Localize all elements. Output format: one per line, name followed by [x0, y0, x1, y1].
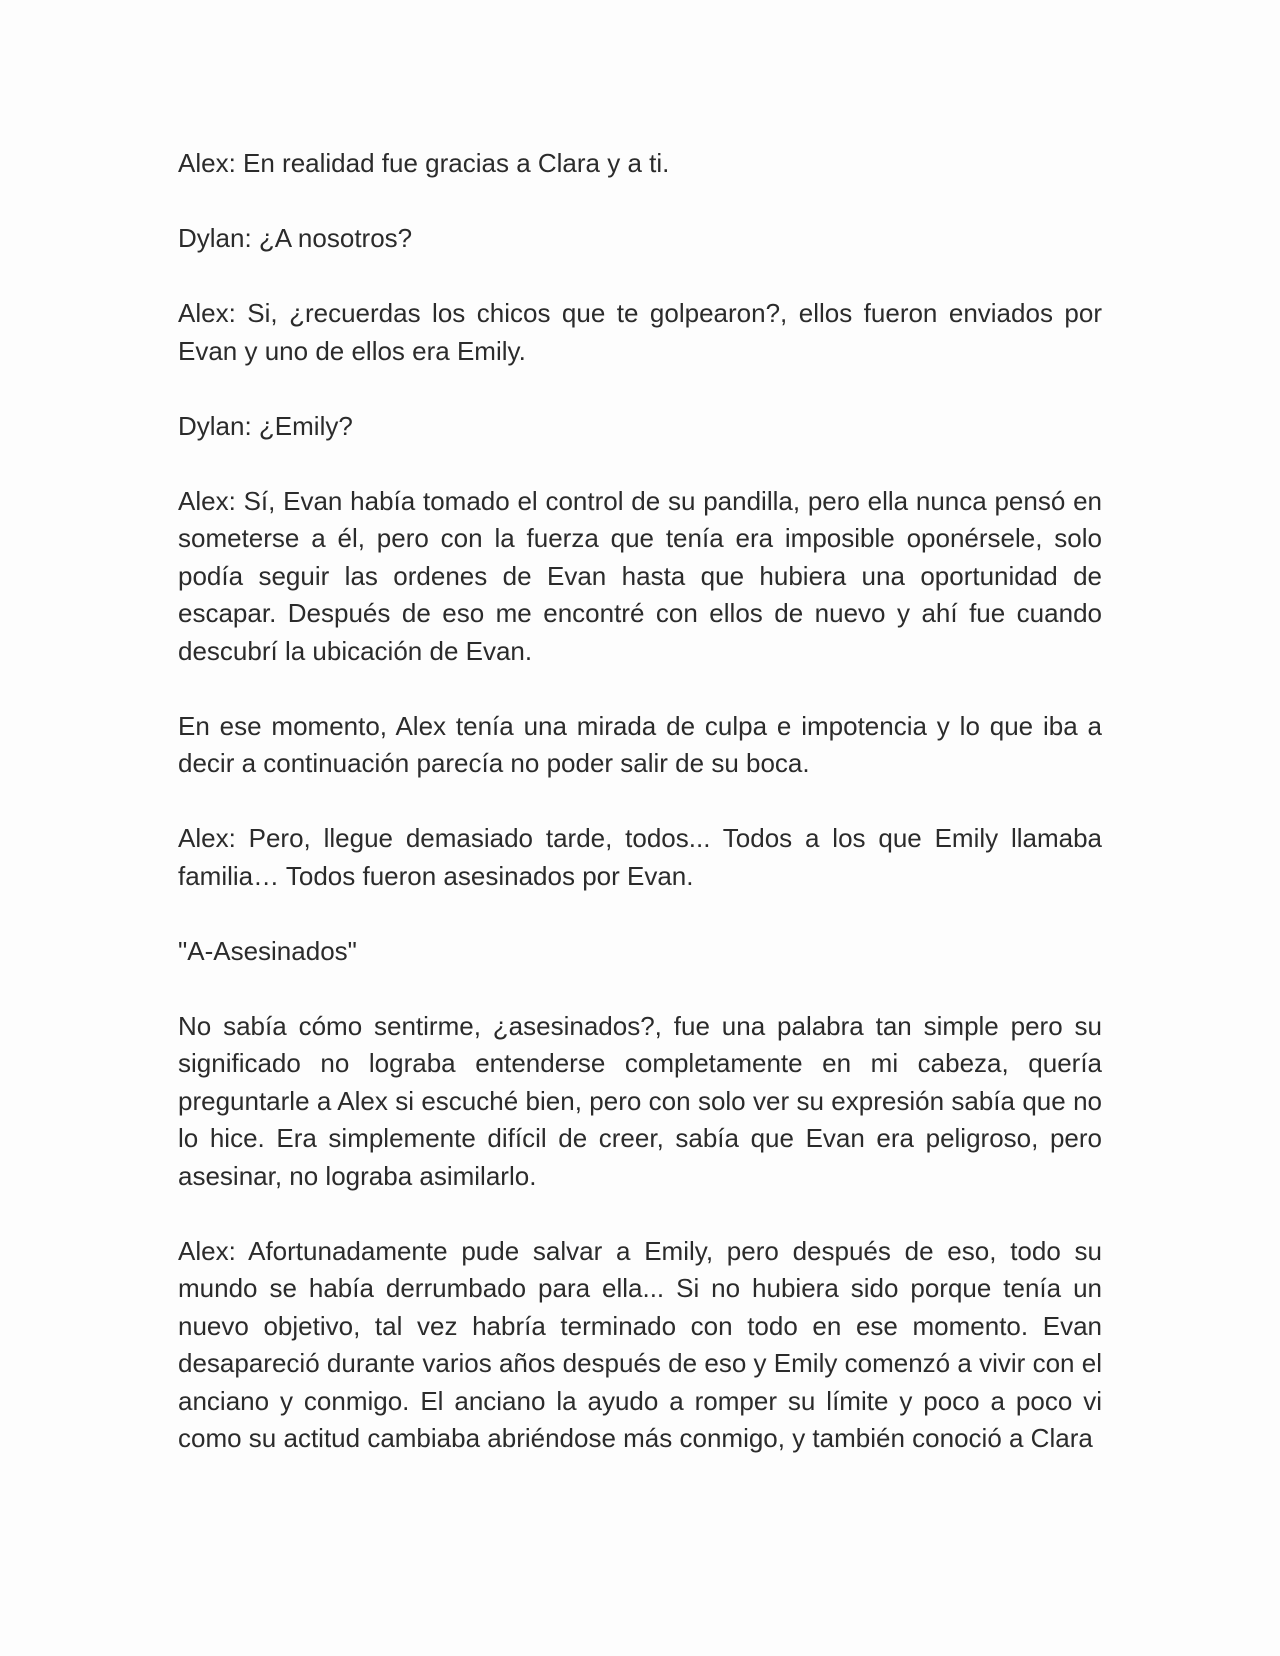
paragraph-narration-sentirme: No sabía cómo sentirme, ¿asesinados?, fue una palabra tan simple pero su significado no lograba entenderse completamente en mi cabeza, quería preguntarle a Alex si escuché bien, pero con solo ver su expresión sabía que no lo hice. Era simplemente difícil de creer, sabía que Evan era peligroso, pero asesinar, no lograba asimilarlo. — [178, 1010, 1102, 1191]
paragraph-narration-culpa: En ese momento, Alex tenía una mirada de culpa e impotencia y lo que iba a decir a continuación parecía no poder salir de su boca. — [178, 710, 1102, 778]
paragraph-alex-gracias: Alex: En realidad fue gracias a Clara y a ti. — [178, 148, 670, 178]
paragraph-alex-pandilla: Alex: Sí, Evan había tomado el control de su pandilla, pero ella nunca pensó en someterse a él, pero con la fuerza que tenía era imposible oponérsele, solo podía seguir las ordenes de Evan hasta que hubiera una oportunidad de escapar. Después de eso me encontré con ellos de nuevo y ahí fue cuando descubrí la ubicación de Evan. — [178, 485, 1102, 666]
paragraph-alex-afortunadamente: Alex: Afortunadamente pude salvar a Emily, pero después de eso, todo su mundo se había derrumbado para ella... Si no hubiera sido porque tenía un nuevo objetivo, tal vez habría terminado con todo en ese momento. Evan desapareció durante varios años después de eso y Emily comenzó a vivir con el anciano y conmigo. El anciano la ayudo a romper su límite y poco a poco vi como su actitud cambiaba abriéndose más conmigo, y también conoció a Clara — [178, 1235, 1102, 1453]
paragraph-dylan-emily: Dylan: ¿Emily? — [178, 410, 353, 441]
paragraph-alex-tarde: Alex: Pero, llegue demasiado tarde, todos... Todos a los que Emily llamaba familia… Todos fueron asesinados por Evan. — [178, 823, 1102, 891]
paragraph-asesinados-quote: "A-Asesinados" — [178, 935, 357, 966]
paragraph-dylan-nosotros: Dylan: ¿A nosotros? — [178, 223, 413, 253]
paragraph-alex-recuerdas: Alex: Si, ¿recuerdas los chicos que te golpearon?, ellos fueron enviados por Evan y uno de ellos era Emily. — [178, 298, 1102, 366]
text-body — [178, 145, 1102, 1495]
